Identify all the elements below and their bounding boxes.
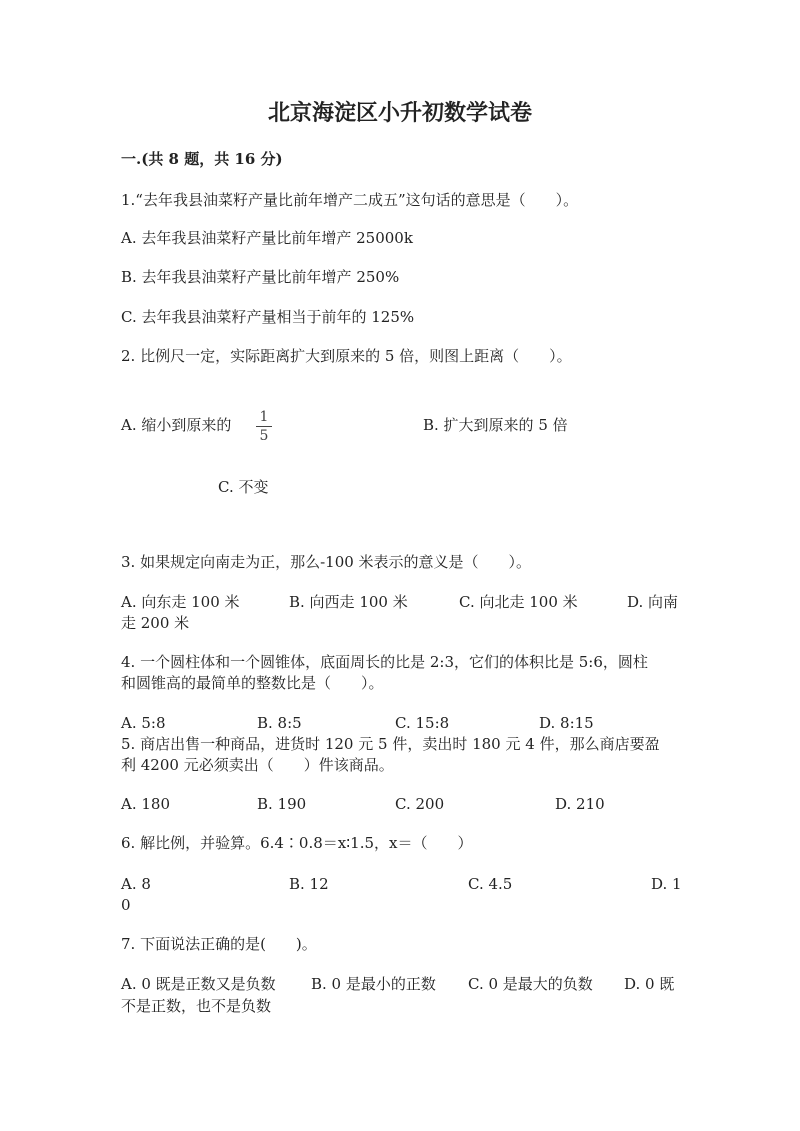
q6-stem: 6. 解比例，并验算。6.4∶0.8＝x∶1.5，x＝（ ） xyxy=(121,834,473,852)
q7-option-c: C. 0 是最大的负数 xyxy=(468,975,593,993)
q6-option-c: C. 4.5 xyxy=(468,875,513,893)
q4-option-c: C. 15:8 xyxy=(395,714,450,732)
q5-option-c: C. 200 xyxy=(395,795,445,813)
q4-option-b: B. 8:5 xyxy=(257,714,302,732)
q7-option-d-continued: 不是正数，也不是负数 xyxy=(121,997,272,1015)
q2-option-c: C. 不变 xyxy=(218,478,269,496)
page-title: 北京海淀区小升初数学试卷 xyxy=(267,100,532,126)
q5-option-a: A. 180 xyxy=(121,795,170,813)
q7-option-b: B. 0 是最小的正数 xyxy=(311,975,436,993)
q3-option-d-continued: 走 200 米 xyxy=(121,614,190,632)
q5-stem-line1: 5. 商店出售一种商品，进货时 120 元 5 件，卖出时 180 元 4 件，那么商店要盈 xyxy=(121,735,660,753)
q6-option-a: A. 8 xyxy=(121,875,151,893)
q3-option-d: D. 向南 xyxy=(627,593,679,611)
q4-stem-line2: 和圆锥高的最简单的整数比是（ ）。 xyxy=(121,674,384,692)
q4-option-a: A. 5:8 xyxy=(121,714,166,732)
q3-option-c: C. 向北走 100 米 xyxy=(459,593,578,611)
q3-option-a: A. 向东走 100 米 xyxy=(121,593,240,611)
q6-option-b: B. 12 xyxy=(289,875,329,893)
fraction-bar xyxy=(256,426,272,427)
q2-option-b: B. 扩大到原来的 5 倍 xyxy=(423,416,568,434)
q3-option-b: B. 向西走 100 米 xyxy=(289,593,408,611)
q4-option-d: D. 8:15 xyxy=(539,714,594,732)
q7-option-d: D. 0 既 xyxy=(624,975,675,993)
q2-stem: 2. 比例尺一定，实际距离扩大到原来的 5 倍，则图上距离（ ）。 xyxy=(121,347,572,365)
q7-option-a: A. 0 既是正数又是负数 xyxy=(121,975,276,993)
q1-option-a: A. 去年我县油菜籽产量比前年增产 25000k xyxy=(121,229,413,247)
q5-option-d: D. 210 xyxy=(555,795,605,813)
fraction-numerator: 1 xyxy=(259,409,269,425)
q6-option-d-continued: 0 xyxy=(121,896,131,914)
q5-option-b: B. 190 xyxy=(257,795,307,813)
q1-option-c: C. 去年我县油菜籽产量相当于前年的 125% xyxy=(121,308,415,326)
fraction-one-fifth xyxy=(254,409,274,444)
q3-stem: 3. 如果规定向南走为正，那么-100 米表示的意义是（ ）。 xyxy=(121,553,532,571)
section-heading: 一.(共 8 题，共 16 分) xyxy=(121,150,283,168)
q7-stem: 7. 下面说法正确的是( )。 xyxy=(121,935,317,953)
q1-stem: 1.“去年我县油菜籽产量比前年增产二成五”这句话的意思是（ ）。 xyxy=(121,191,579,209)
fraction-denominator: 5 xyxy=(259,428,269,444)
q1-option-b: B. 去年我县油菜籽产量比前年增产 250% xyxy=(121,268,400,286)
q4-stem-line1: 4. 一个圆柱体和一个圆锥体，底面周长的比是 2:3，它们的体积比是 5:6，圆柱 xyxy=(121,653,648,671)
q6-option-d: D. 1 xyxy=(651,875,682,893)
q2-option-a: A. 缩小到原来的 xyxy=(121,416,232,434)
q5-stem-line2: 利 4200 元必须卖出（ ）件该商品。 xyxy=(121,756,394,774)
